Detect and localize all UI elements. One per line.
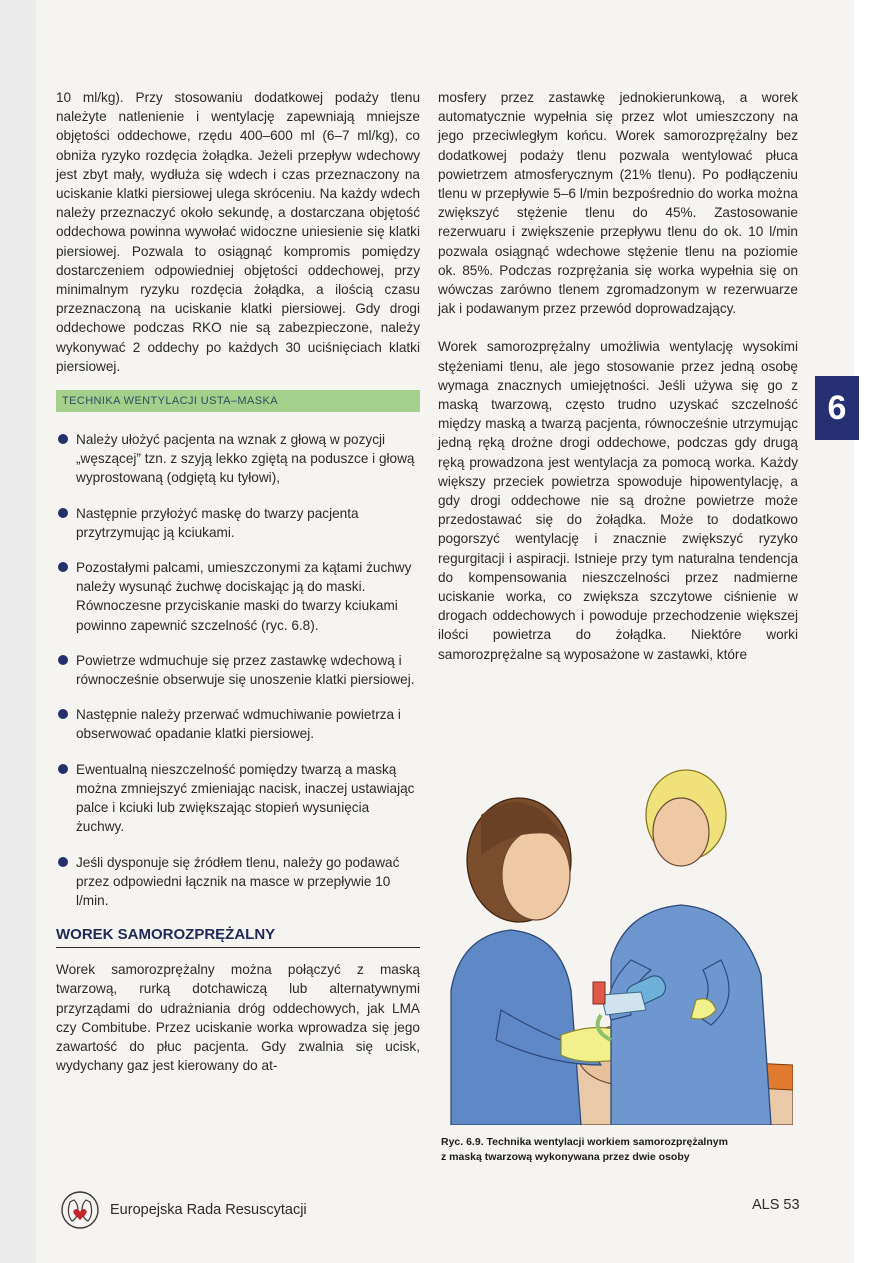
bullet-text: Jeśli dysponuje się źródłem tlenu, należy go podawać przez odpowiedni łącznik na masce w przepływie 10 l/min. (76, 854, 400, 908)
bullet-text: Należy ułożyć pacjenta na wznak z głową w pozycji „węszącej” tzn. z szyją lekko zgiętą na poduszce i głową wyprostowaną (odgiętą ku tyłowi), (76, 432, 415, 486)
right-column (438, 88, 798, 664)
bullet-dot-icon (58, 562, 68, 572)
list-item (56, 504, 420, 542)
list-item (56, 853, 420, 911)
two-rescuers-bag-mask-illustration (441, 760, 793, 1125)
list-item (56, 651, 420, 689)
right-paragraph-2: Worek samorozprężalny umożliwia wentylację wysokimi stężeniami tlenu, ale jego stosowanie przez jedną osobę wymaga znacznych umiejętności. Jeśli używa się go z maską twarzową, często trudno uzyskać szczelność między maską a twarzą pacjenta, równocześnie utrzymując jedną ręką drożne drogi oddechowe, podczas gdy drugą ręką prowadzona jest wentylacja za pomocą worka. Każdy większy przeciek powietrza spowoduje hipowentylację, a gdy drogi oddechowe nie są drożne powietrze może przedostawać się do żołądka. Może to dodatkowo pogorszyć wentylację i znacznie zwiększyć ryzyko regurgitacji i aspiracji. Istnieje przy tym naturalna tendencja do kompensowania nieszczelności przez nadmierne uciskanie worka, co zwiększa szczytowe ciśnienie w drogach oddechowych i powoduje przechodzenie większej ilości powietrza do żołądka. Niektóre worki samorozprężalne są wyposażone w zastawki, które (438, 339, 798, 662)
bullet-text: Następnie przyłożyć maskę do twarzy pacjenta przytrzymując ją kciukami. (76, 505, 359, 540)
bullet-dot-icon (58, 508, 68, 518)
figure-caption (441, 1135, 801, 1165)
bullet-list (56, 430, 420, 910)
closing-paragraph: Worek samorozprężalny można połączyć z maską twarzową, rurką dotchawiczą lub alternatywnymi przyrządami do udrażniania dróg oddechowych, jak LMA czy Combitube. Przez uciskanie worka wprowadza się jego zawartość do płuc pacjenta. Gdy zwalnia się ucisk, wydychany gaz jest kierowany do at- (56, 962, 420, 1074)
right-paragraph-1: mosfery przez zastawkę jednokierunkową, a worek automatycznie wypełnia się przez wlot umieszczony na jego przeciwległym końcu. Worek samorozprężalny bez dodatkowej podaży tlenu pozwala wentylować płuca powietrzem atmosferycznym (21% tlenu). Po podłączeniu tlenu w przepływie 5–6 l/min bezpośrednio do worka można zwiększyć stężenie tlenu do 45%. Zastosowanie rezerwuaru i zwiększenie przepływu tlenu do ok. 10 l/min pozwala osiągnąć wdechowe stężenie tlenu na poziomie ok. 85%. Podczas rozprężania się worka wypełnia się on wówczas zarówno tlenem zgromadzonym w rezerwuarze jak i podawanym przez przewód doprowadzający. (438, 90, 798, 317)
page-label: ALS 53 (752, 1197, 800, 1213)
list-item (56, 705, 420, 743)
bullet-dot-icon (58, 857, 68, 867)
chapter-tab: 6 (815, 376, 859, 440)
left-column (56, 88, 420, 1075)
organization-name: Europejska Rada Resuscytacji (110, 1202, 307, 1218)
footer-organization (60, 1190, 307, 1230)
figure-caption-line2: z maską twarzową wykonywana przez dwie osoby (441, 1151, 690, 1163)
bullet-text: Powietrze wdmuchuje się przez zastawkę wdechową i równocześnie obserwuje się unoszenie klatki piersiowej. (76, 652, 415, 688)
bullet-dot-icon (58, 655, 68, 665)
bullet-dot-icon (58, 434, 68, 444)
bullet-text: Następnie należy przerwać wdmuchiwanie powietrza i obserwować opadanie klatki piersiowej. (76, 707, 401, 742)
bullet-text: Ewentualną nieszczelność pomiędzy twarzą a maską można zmniejszyć zmieniając nacisk, inaczej ustawiając palce i kciuki lub zwiększając stopień wysunięcia żuchwy. (76, 761, 415, 835)
bullet-text: Pozostałymi palcami, umieszczonymi za kątami żuchwy należy wysunąć żuchwę dociskając ją do maski. Równoczesne przyciskanie maski do twarzy kciukami powinno zapewnić szczelność (ryc. 6.8). (76, 560, 412, 633)
bullet-dot-icon (58, 764, 68, 774)
list-item (56, 430, 420, 488)
list-item (56, 558, 420, 635)
section-title-band: TECHNIKA WENTYLACJI USTA–MASKA (56, 390, 420, 412)
scan-edge (0, 0, 36, 1263)
list-item (56, 760, 420, 837)
intro-paragraph: 10 ml/kg). Przy stosowaniu dodatkowej podaży tlenu należyte natlenienie i wentylację zapewniają mniejsze objętości oddechowe, rzędu 400–600 ml (6–7 ml/kg), co obniża ryzyko rozdęcia żołądka. Jeżeli przepływ wdechowy jest zbyt mały, wydłuża się wdech i czas przeznaczony na uciskanie klatki piersiowej ulega skróceniu. Na każdy wdech należy przeznaczyć około sekundę, a dostarczana objętość oddechowa powinna wywołać widoczne uniesienie się klatki piersiowej. Pozwala to osiągnąć kompromis pomiędzy dostarczeniem odpowiedniej objętości oddechowej, przy minimalnym ryzyku rozdęcia żołądka, a ilością czasu przeznaczoną na uciskanie klatki piersiowej. Gdy drogi oddechowe podczas RKO nie są zabezpieczone, należy wykonywać 2 oddechy po każdych 30 uciśnięciach klatki piersiowej. (56, 90, 420, 374)
figure-illustration (441, 760, 793, 1125)
section-heading: WOREK SAMOROZPRĘŻALNY (56, 926, 420, 948)
bullet-dot-icon (58, 709, 68, 719)
erc-heart-lungs-logo-icon (60, 1190, 100, 1230)
figure-caption-line1: Ryc. 6.9. Technika wentylacji workiem samorozprężalnym (441, 1136, 728, 1148)
